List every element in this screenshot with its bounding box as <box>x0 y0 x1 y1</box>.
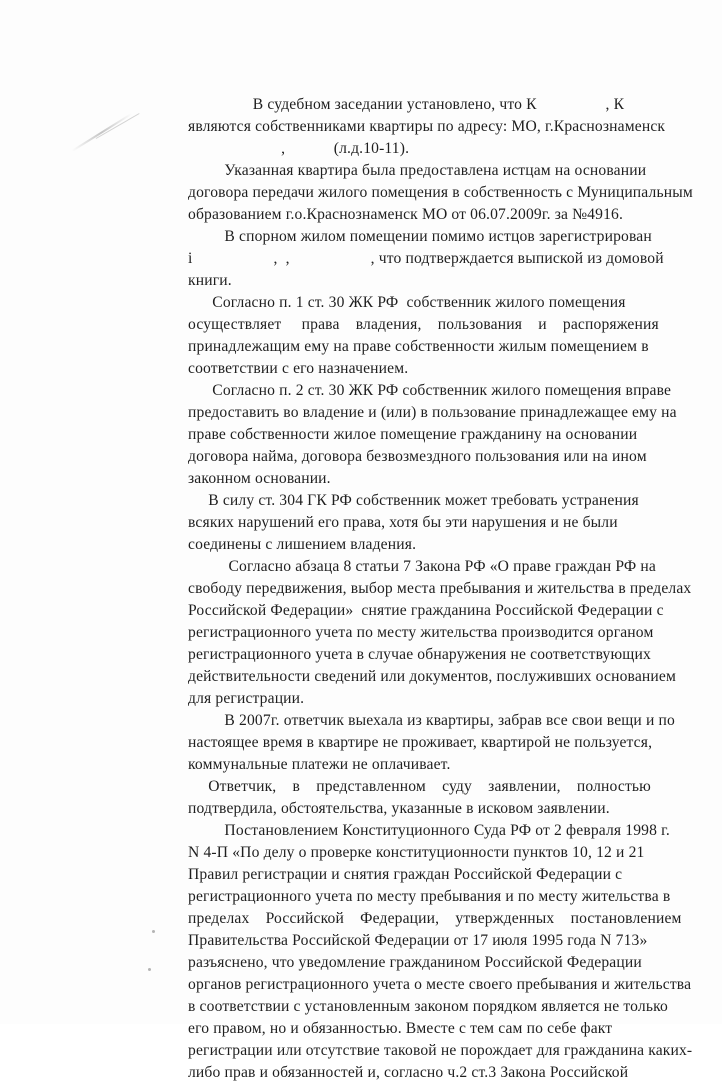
document-line: N 4-П «По делу о проверке конституционности пунктов 10, 12 и 21 <box>188 844 645 861</box>
document-line: действительности сведений или документов, послуживших основанием <box>188 668 676 685</box>
document-line: всяких нарушений его права, хотя бы эти нарушения и не были <box>188 514 618 531</box>
document-line: В судебном заседании установлено, что К , К <box>188 96 625 113</box>
document-line: соединены с лишением владения. <box>188 536 417 553</box>
scan-speck <box>148 968 151 971</box>
scan-artifact <box>96 113 140 139</box>
document-line: регистрационного учета в случае обнаружения не соответствующих <box>188 646 651 663</box>
document-line: законном основании. <box>188 470 331 487</box>
document-line: регистрационного учета по месту пребывания и по месту жительства в <box>188 888 671 905</box>
document-line: принадлежащим ему на праве собственности жилым помещением в <box>188 338 649 355</box>
document-line: предоставить во владение и (или) в пользование принадлежащее ему на <box>188 404 677 421</box>
document-line: его правом, но и обязанностью. Вместе с тем сам по себе факт <box>188 1020 613 1037</box>
document-line: пределах Российской Федерации, утвержденных постановлением <box>188 910 682 927</box>
document-line: либо прав и обязанностей и, согласно ч.2 ст.3 Закона Российской <box>188 1064 629 1081</box>
document-line: i , , , что подтверждается выпиской из домовой <box>188 250 664 267</box>
document-line: осуществляет права владения, пользования и распоряжения <box>188 316 659 333</box>
document-line: Постановлением Конституционного Суда РФ от 2 февраля 1998 г. <box>188 822 670 839</box>
document-line: регистрации или отсутствие таковой не порождает для гражданина каких- <box>188 1042 693 1059</box>
document-line: для регистрации. <box>188 690 305 707</box>
document-line: В силу ст. 304 ГК РФ собственник может требовать устранения <box>188 492 639 509</box>
document-line: , (л.д.10-11). <box>188 140 410 157</box>
document-line: подтвердила, обстоятельства, указанные в исковом заявлении. <box>188 800 610 817</box>
document-line: Российской Федерации» снятие гражданина Российской Федерации с <box>188 602 664 619</box>
document-line: соответствии с его назначением. <box>188 360 409 377</box>
document-line: свободу передвижения, выбор места пребывания и жительства в пределах <box>188 580 692 597</box>
document-line: Ответчик, в представленном суду заявлении, полностью <box>188 778 651 795</box>
document-line: коммунальные платежи не оплачивает. <box>188 756 451 773</box>
document-line: Правительства Российской Федерации от 17 июля 1995 года N 713» <box>188 932 648 949</box>
document-line: договора найма, договора безвозмездного пользования или на ином <box>188 448 647 465</box>
document-line: книги. <box>188 272 232 289</box>
scan-artifact <box>71 113 131 152</box>
document-line: в соответствии с установленным законом порядком является не только <box>188 998 668 1015</box>
document-line: договора передачи жилого помещения в собственность с Муниципальным <box>188 184 693 201</box>
document-line: органов регистрационного учета о месте своего пребывания и жительства <box>188 976 692 993</box>
document-line: образованием г.о.Краснознаменск МО от 06.07.2009г. за №4916. <box>188 206 624 223</box>
document-line: Правил регистрации и снятия граждан Российской Федерации с <box>188 866 623 883</box>
document-line: Согласно абзаца 8 статьи 7 Закона РФ «О праве граждан РФ на <box>188 558 656 575</box>
document-line: регистрационного учета по месту жительства производится органом <box>188 624 654 641</box>
document-line: Согласно п. 1 ст. 30 ЖК РФ собственник жилого помещения <box>188 294 626 311</box>
document-line: праве собственности жилое помещение гражданину на основании <box>188 426 638 443</box>
document-line: Согласно п. 2 ст. 30 ЖК РФ собственник жилого помещения вправе <box>188 382 672 399</box>
scan-speck <box>152 930 155 933</box>
document-line: Указанная квартира была предоставлена истцам на основании <box>188 162 647 179</box>
document-line: разъяснено, что уведомление гражданином Российской Федерации <box>188 954 642 971</box>
document-line: В 2007г. ответчик выехала из квартиры, забрав все свои вещи и по <box>188 712 675 729</box>
document-line: настоящее время в квартире не проживает, квартирой не пользуется, <box>188 734 653 751</box>
document-line: являются собственниками квартиры по адресу: МО, г.Краснознаменск <box>188 118 666 135</box>
document-line: В спорном жилом помещении помимо истцов зарегистрирован <box>188 228 652 245</box>
